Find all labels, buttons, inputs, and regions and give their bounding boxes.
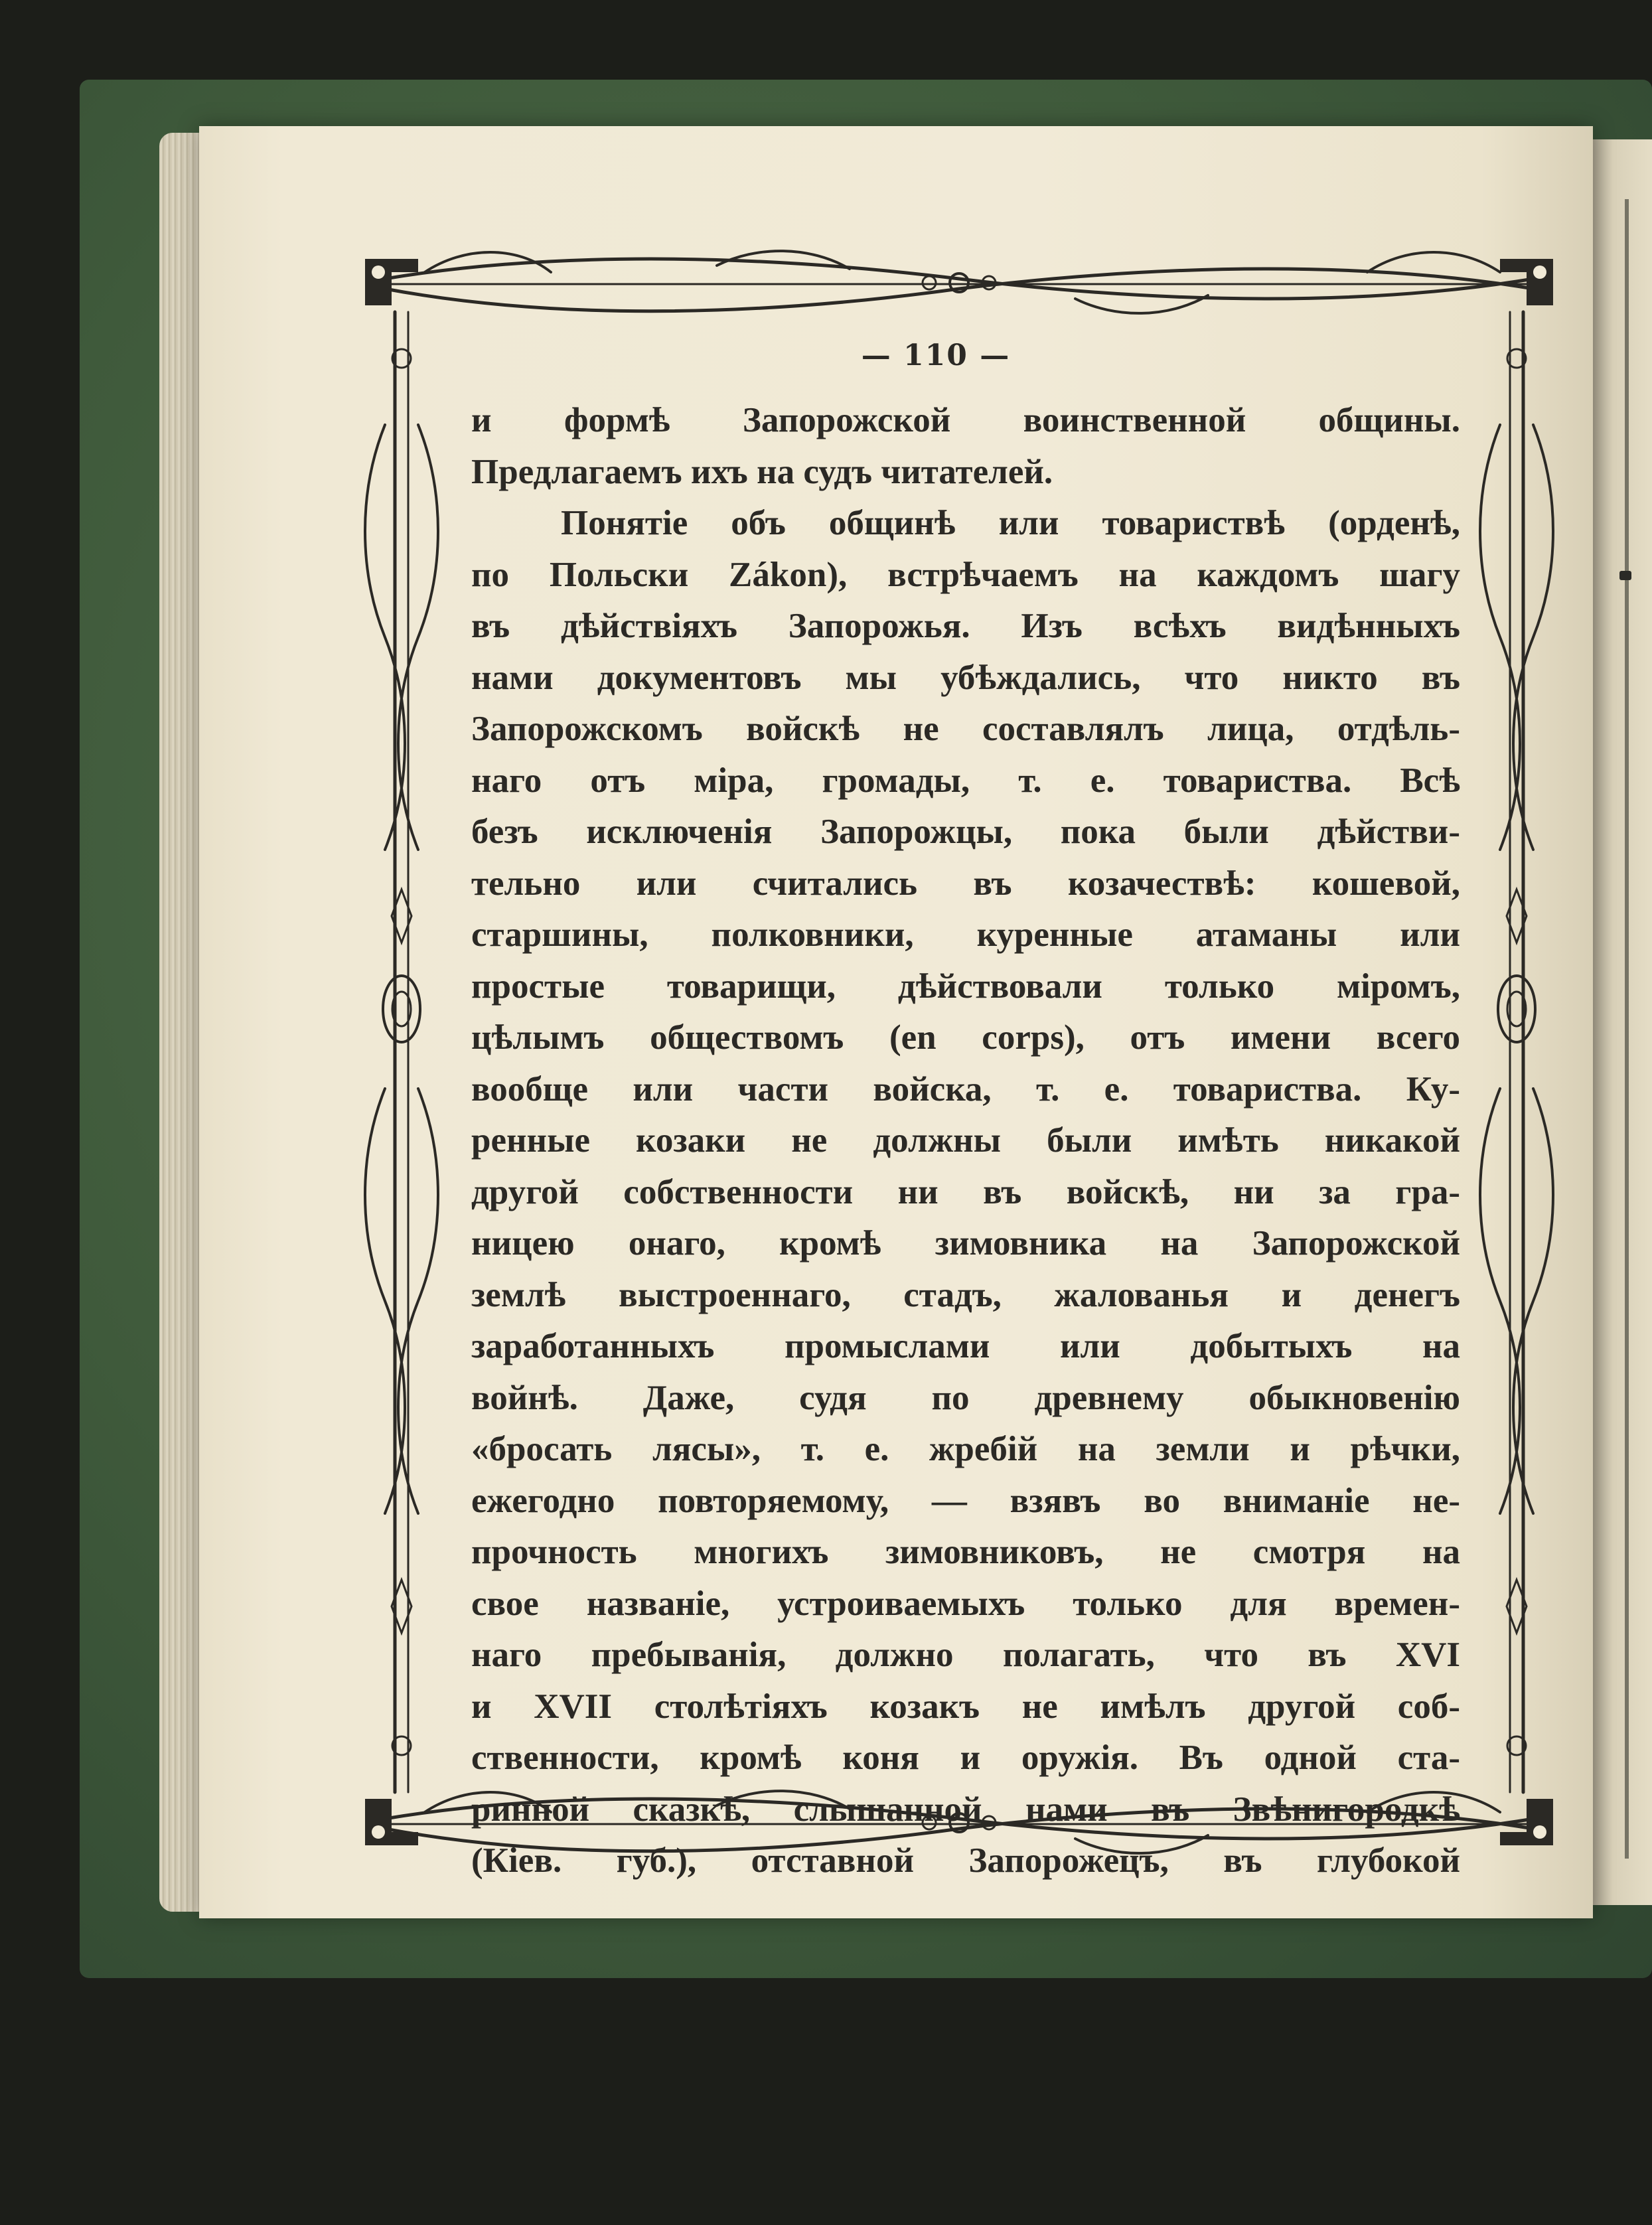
page-number: — 110 —	[861, 339, 1011, 372]
text-line: ежегодно повторяемому, — взявъ во вниманіе не-	[471, 1481, 1460, 1520]
text-line: по Польски Zákon), встрѣчаемъ на каждомъ шагу	[471, 555, 1460, 594]
text-line: ринной сказкѣ, слышанной нами въ Звѣнигородкѣ	[471, 1790, 1460, 1829]
text-line: вообще или части войска, т. е. товариства. Ку-	[471, 1069, 1460, 1109]
next-page-mark	[1619, 571, 1631, 580]
text-line: наго отъ міра, громады, т. е. товариства. Всѣ	[471, 761, 1460, 800]
text-line: ственности, кромѣ коня и оружія. Въ одной ста-	[471, 1738, 1460, 1777]
text-line: Понятіе объ общинѣ или товариствѣ (орденѣ,	[561, 504, 1460, 542]
text-line: старшины, полковники, куренные атаманы или	[471, 915, 1460, 954]
text-line: и формѣ Запорожской воинственной общины.	[471, 401, 1460, 439]
text-line: ренные козаки не должны были имѣть никакой	[471, 1121, 1460, 1160]
text-line: цѣлымъ обществомъ (en corps), отъ имени всего	[471, 1018, 1460, 1057]
text-line: другой собственности ни въ войскѣ, ни за гра-	[471, 1172, 1460, 1211]
text-line: въ дѣйствіяхъ Запорожья. Изъ всѣхъ видѣнныхъ	[471, 607, 1460, 645]
text-line: прочность многихъ зимовниковъ, не смотря на	[471, 1533, 1460, 1571]
text-line: заработанныхъ промыслами или добытыхъ на	[471, 1327, 1460, 1365]
text-line: наго пребыванія, должно полагать, что въ XVI	[471, 1636, 1460, 1674]
text-line: тельно или считались въ козачествѣ: кошевой,	[471, 864, 1460, 903]
next-page-border	[1625, 199, 1649, 1859]
text-line: и XVII столѣтіяхъ козакъ не имѣлъ другой соб-	[471, 1687, 1460, 1726]
text-line: (Кіев. губ.), отставной Запорожецъ, въ глубокой	[471, 1841, 1460, 1880]
text-line: безъ исключенія Запорожцы, пока были дѣйстви-	[471, 812, 1460, 851]
text-line: Запорожскомъ войскѣ не составлялъ лица, отдѣль-	[471, 710, 1460, 748]
text-line: свое названіе, устроиваемыхъ только для времен-	[471, 1584, 1460, 1623]
body-text	[471, 395, 1460, 1887]
text-line: Предлагаемъ ихъ на судъ читателей.	[471, 452, 1053, 491]
text-line: войнѣ. Даже, судя по древнему обыкновенію	[471, 1378, 1460, 1417]
text-line: простые товарищи, дѣйствовали только міромъ,	[471, 966, 1460, 1006]
text-line: нами документовъ мы убѣждались, что никто въ	[471, 658, 1460, 697]
text-line: «бросать лясы», т. е. жребій на земли и рѣчки,	[471, 1430, 1460, 1468]
text-line: ницею онаго, кромѣ зимовника на Запорожской	[471, 1224, 1460, 1263]
text-line: землѣ выстроеннаго, стадъ, жалованья и денегъ	[471, 1275, 1460, 1314]
